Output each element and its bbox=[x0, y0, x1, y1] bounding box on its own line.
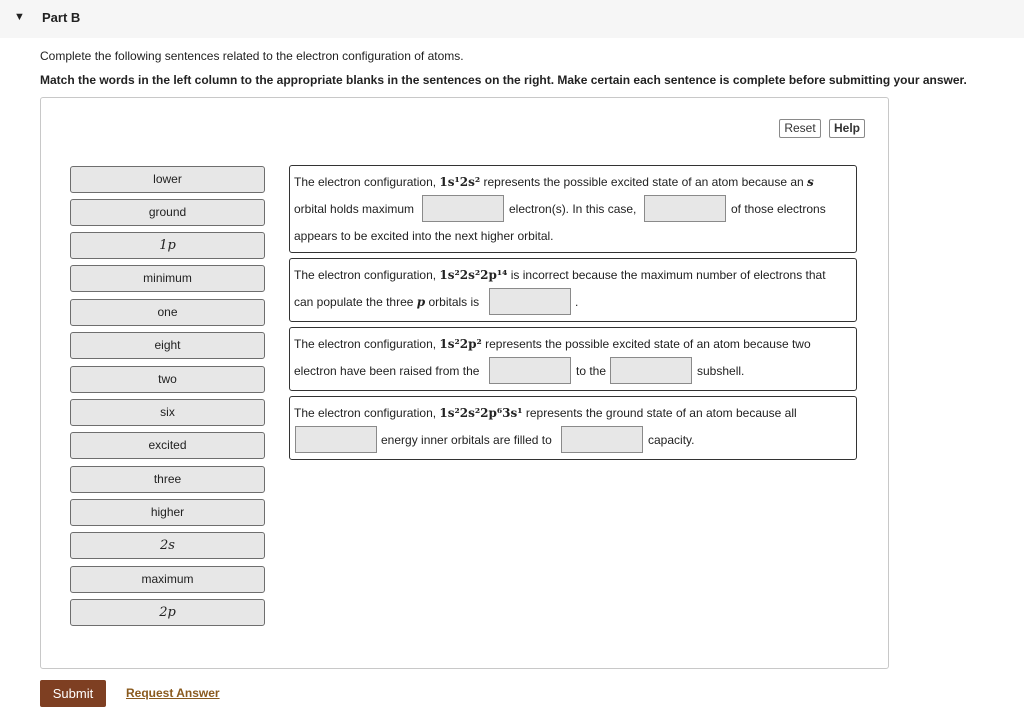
sentence-4-prefix: The electron configuration, bbox=[294, 406, 440, 420]
word-tile-six[interactable]: six bbox=[70, 399, 265, 426]
sentence-2-config: 1s²2s²2p¹⁴ bbox=[439, 268, 508, 282]
sentence-3-text-c: subshell. bbox=[697, 364, 745, 378]
sentence-1-text-a: orbital holds maximum bbox=[294, 202, 415, 216]
word-tile-ground[interactable]: ground bbox=[70, 199, 265, 226]
sentence-3-blank-2[interactable] bbox=[610, 357, 692, 384]
sentence-4-text-b: energy inner orbitals are filled to bbox=[381, 433, 552, 447]
sentence-3-prefix: The electron configuration, bbox=[294, 337, 440, 351]
word-tile-two[interactable]: two bbox=[70, 366, 265, 393]
word-tile-maximum[interactable]: maximum bbox=[70, 566, 265, 593]
sentence-2-suffix: is incorrect because the maximum number of electrons that bbox=[507, 268, 826, 282]
sentence-1-config: 1s¹2s² bbox=[439, 175, 481, 189]
part-title: Part B bbox=[42, 10, 81, 25]
sentence-3-text-b: to the bbox=[576, 364, 607, 378]
sentence-2-box bbox=[289, 258, 857, 322]
word-tile-lower[interactable]: lower bbox=[70, 166, 265, 193]
sentence-2-prefix: The electron configuration, bbox=[294, 268, 440, 282]
sentence-1-box bbox=[289, 165, 857, 253]
intro-text: Complete the following sentences related to the electron configuration of atoms. bbox=[40, 49, 464, 63]
sentence-3-config: 1s²2p² bbox=[439, 337, 482, 351]
sentence-1-text-d: appears to be excited into the next higher orbital. bbox=[294, 229, 554, 243]
help-button[interactable]: Help bbox=[829, 119, 865, 138]
sentence-1-text-c: of those electrons bbox=[731, 202, 826, 216]
part-header[interactable] bbox=[0, 0, 1024, 38]
word-tile-excited[interactable]: excited bbox=[70, 432, 265, 459]
sentence-1-blank-1[interactable] bbox=[422, 195, 504, 222]
sentence-4-text-c: capacity. bbox=[648, 433, 695, 447]
sentence-2-orbital-symbol: p bbox=[416, 295, 426, 309]
sentence-4-box bbox=[289, 396, 857, 460]
sentence-1-suffix: represents the possible excited state of an atom because an bbox=[480, 175, 808, 189]
sentence-3-blank-1[interactable] bbox=[489, 357, 571, 384]
sentence-2-blank-1[interactable] bbox=[489, 288, 571, 315]
sentence-3-text-a: electron have been raised from the bbox=[294, 364, 480, 378]
sentence-1-orbital-symbol: s bbox=[807, 175, 814, 189]
sentence-1-blank-2[interactable] bbox=[644, 195, 726, 222]
word-tile-2s[interactable]: 2s bbox=[70, 532, 265, 559]
reset-button[interactable]: Reset bbox=[779, 119, 821, 138]
word-tile-minimum[interactable]: minimum bbox=[70, 265, 265, 292]
sentence-4-blank-1[interactable] bbox=[295, 426, 377, 453]
word-tile-eight[interactable]: eight bbox=[70, 332, 265, 359]
word-tile-higher[interactable]: higher bbox=[70, 499, 265, 526]
sentence-2-text-b: orbitals is bbox=[425, 295, 480, 309]
word-tile-2p[interactable]: 2p bbox=[70, 599, 265, 626]
word-tile-1p[interactable]: 1p bbox=[70, 232, 265, 259]
sentence-3-suffix: represents the possible excited state of an atom because two bbox=[481, 337, 811, 351]
sentence-3-box bbox=[289, 327, 857, 391]
request-answer-link[interactable]: Request Answer bbox=[126, 686, 220, 700]
instructions-text: Match the words in the left column to the appropriate blanks in the sentences on the right. Make certain each sentence is complete before submitting your answer. bbox=[40, 73, 967, 87]
sentence-2-text-a: can populate the three bbox=[294, 295, 417, 309]
collapse-caret-icon[interactable]: ▼ bbox=[14, 11, 25, 23]
sentence-4-blank-2[interactable] bbox=[561, 426, 643, 453]
sentence-1-prefix: The electron configuration, bbox=[294, 175, 440, 189]
sentence-4-config: 1s²2s²2p⁶3s¹ bbox=[439, 406, 523, 420]
word-tile-three[interactable]: three bbox=[70, 466, 265, 493]
sentence-4-suffix: represents the ground state of an atom because all bbox=[522, 406, 797, 420]
word-tile-one[interactable]: one bbox=[70, 299, 265, 326]
sentence-1-text-b: electron(s). In this case, bbox=[509, 202, 637, 216]
sentence-2-end: . bbox=[575, 295, 579, 309]
submit-button[interactable]: Submit bbox=[40, 680, 106, 707]
